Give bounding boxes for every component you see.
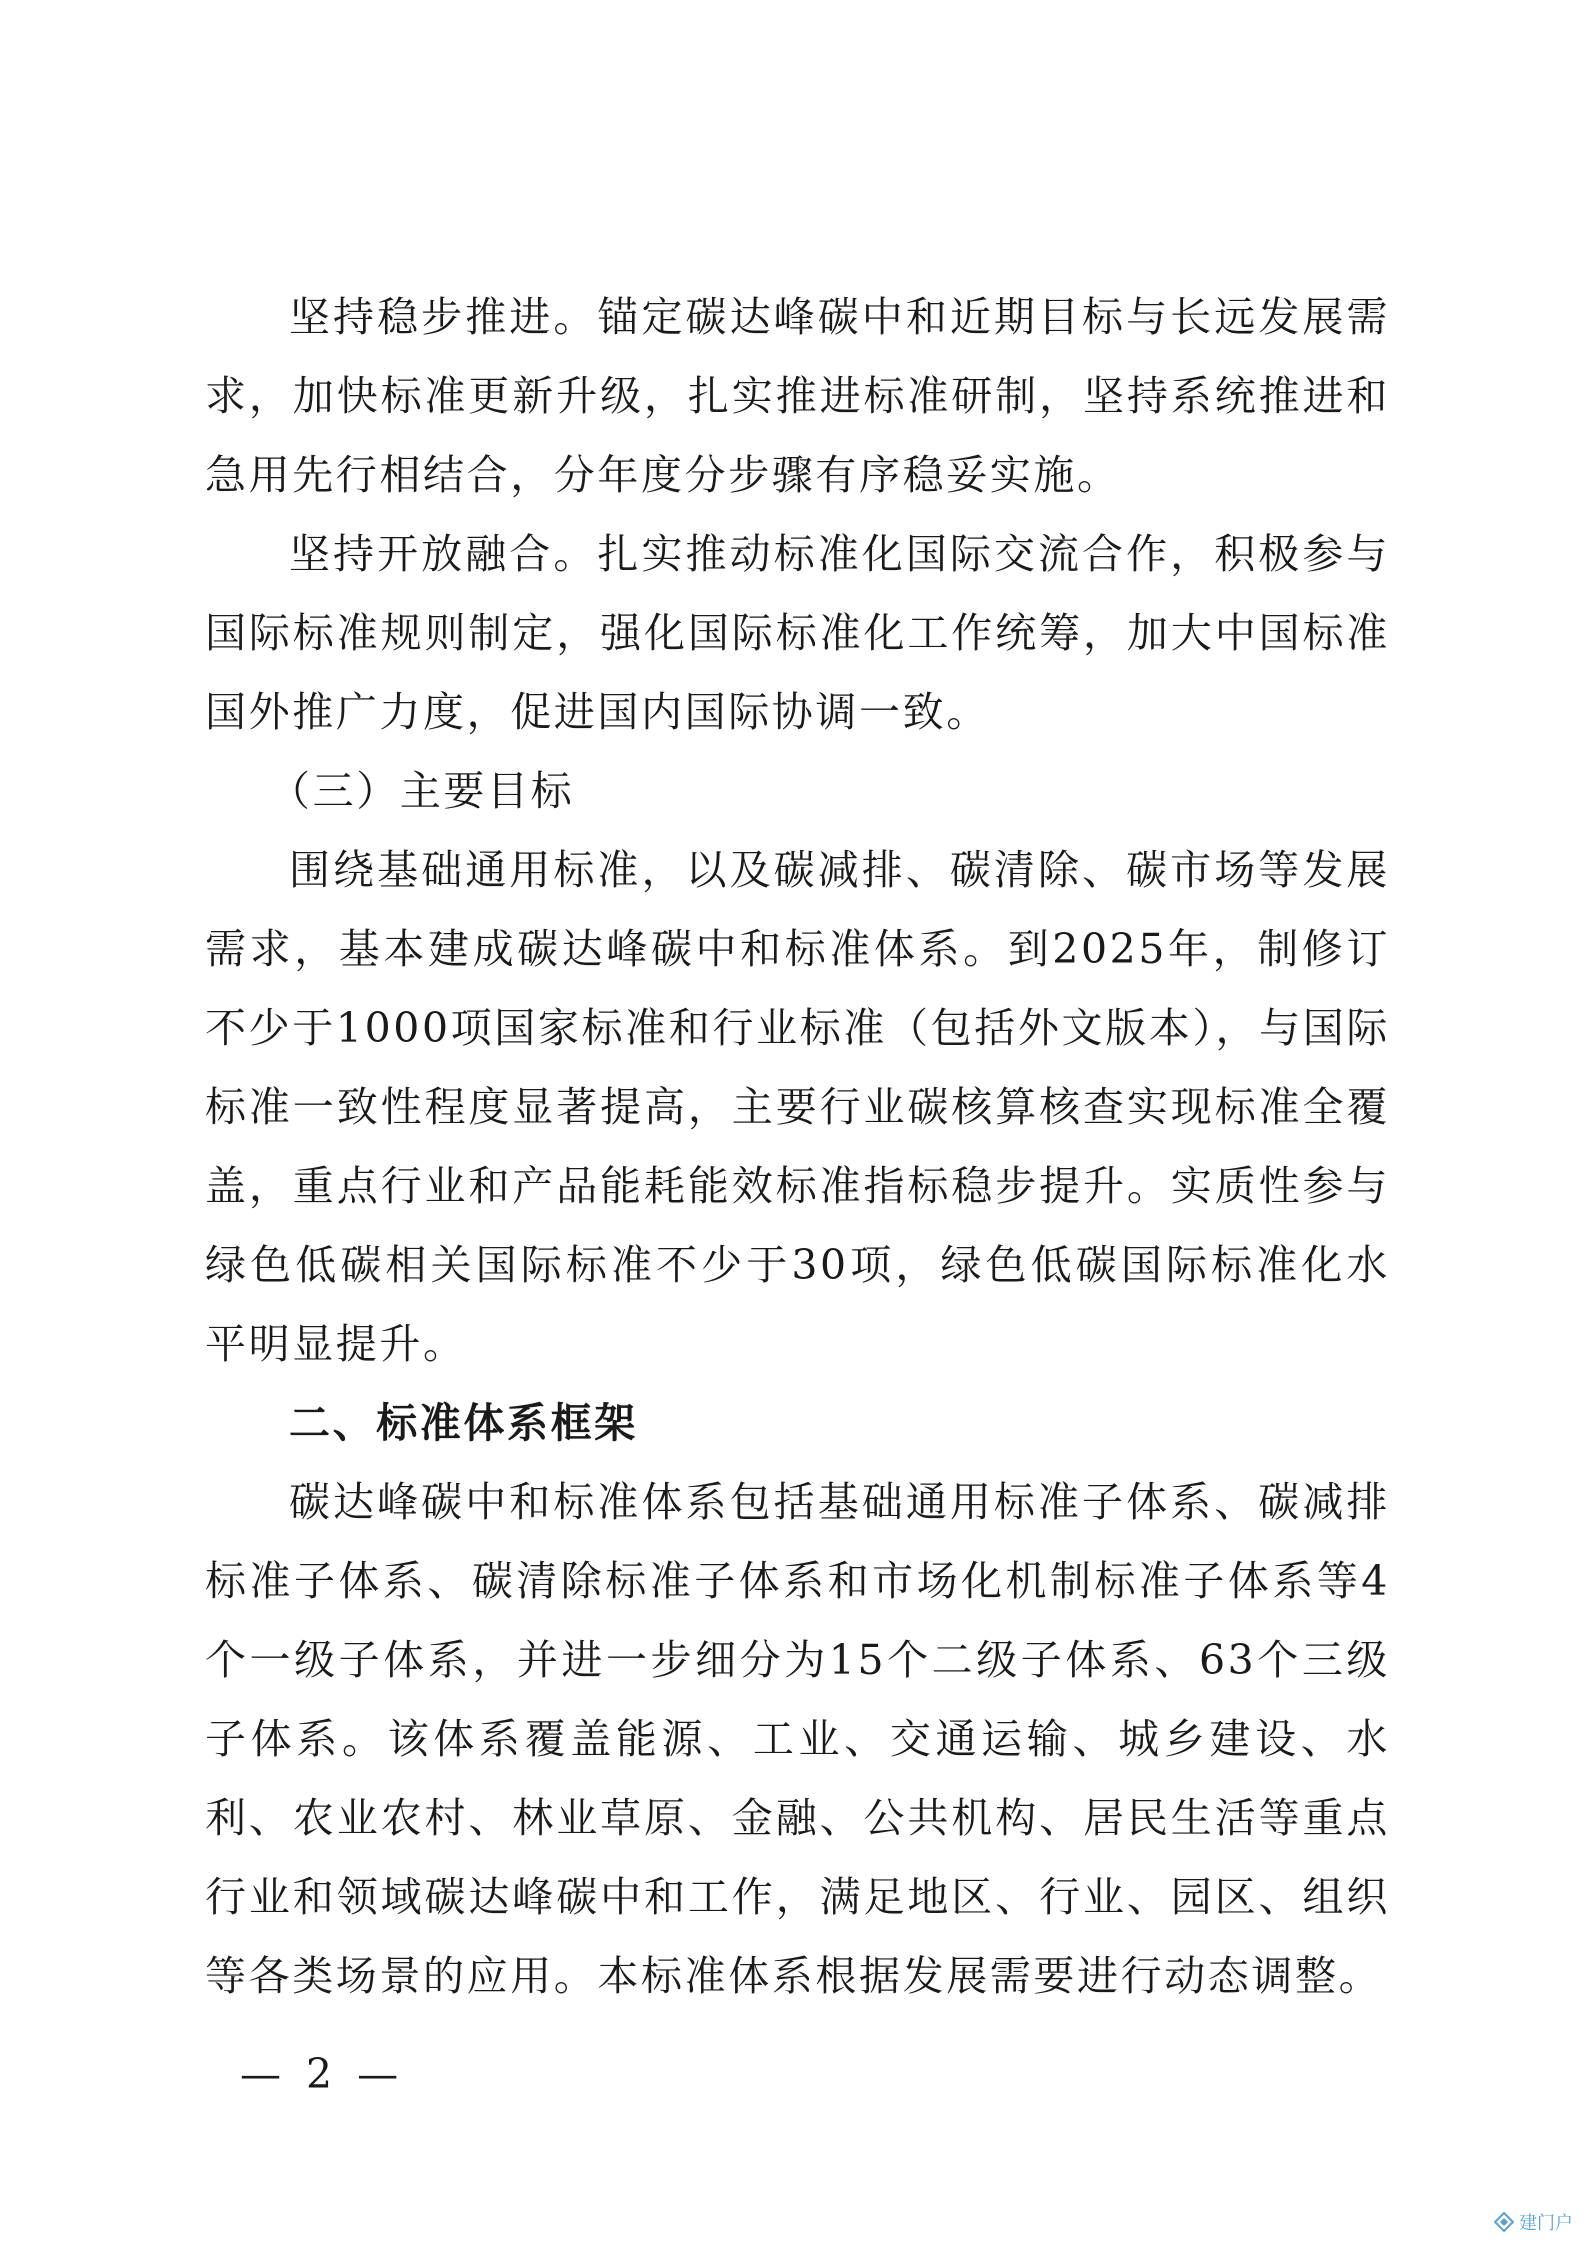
paragraph-steady-progress: 坚持稳步推进。锚定碳达峰碳中和近期目标与长远发展需求，加快标准更新升级，扎实推进标准研制，坚持系统推进和急用先行相结合，分年度分步骤有序稳妥实施。 — [205, 293, 1390, 499]
site-watermark — [1493, 2209, 1573, 2235]
paragraph-main-goals: 围绕基础通用标准，以及碳减排、碳清除、碳市场等发展需求，基本建成碳达峰碳中和标准体系。到2025年，制修订不少于1000项国家标准和行业标准（包括外文版本），与国际标准一致性程度显著提高，主要行业碳核算核查实现标准全覆盖，重点行业和产品能耗能效标准指标稳步提升。实质性参与绿色低碳相关国际标准不少于30项，绿色低碳国际标准化水平明显提升。 — [205, 846, 1390, 1368]
section-heading-main-goals: （三）主要目标 — [269, 767, 575, 815]
document-body — [205, 278, 1390, 2016]
paragraph-open-integration: 坚持开放融合。扎实推动标准化国际交流合作，积极参与国际标准规则制定，强化国际标准化工作统筹，加大中国标准国外推广力度，促进国内国际协调一致。 — [205, 530, 1390, 736]
page-number: — 2 — — [240, 2050, 405, 2098]
paragraph-framework: 碳达峰碳中和标准体系包括基础通用标准子体系、碳减排标准子体系、碳清除标准子体系和市场化机制标准子体系等4个一级子体系，并进一步细分为15个二级子体系、63个三级子体系。该体系覆盖能源、工业、交通运输、城乡建设、水利、农业农村、林业草原、金融、公共机构、居民生活等重点行业和领域碳达峰碳中和工作，满足地区、行业、园区、组织等各类场景的应用。本标准体系根据发展需要进行动态调整。 — [205, 1478, 1390, 2000]
watermark-text: 建门户 — [1519, 2213, 1573, 2234]
section-heading-framework: 二、标准体系框架 — [289, 1399, 638, 1447]
watermark-logo-icon — [1493, 2211, 1515, 2233]
